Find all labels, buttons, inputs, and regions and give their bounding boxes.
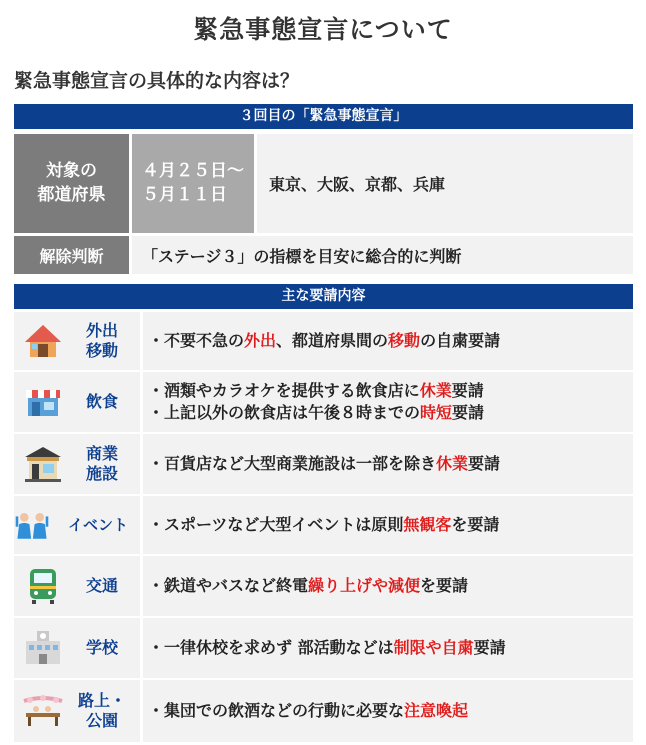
prefectures-list: 東京、大阪、京都、兵庫 [257,134,633,233]
request-segment: の自粛要請 [420,331,501,351]
house-icon [22,321,64,361]
request-text [148,680,627,742]
request-row [14,312,633,370]
row-divider [140,312,143,370]
row-divider [140,556,143,616]
request-category: 学校 [85,638,118,657]
request-segment: を要請 [451,515,500,535]
request-row [14,556,633,616]
highlight-text: 移動 [388,331,421,351]
request-category: 交通 [85,576,118,595]
period-text: ４月２５日〜 ５月１１日 [142,160,244,205]
page-title: 緊急事態宣言について [193,15,453,44]
request-line [148,330,627,352]
request-category: 飲食 [85,392,118,411]
target-prefectures-row [14,134,633,233]
period-cell [132,134,254,233]
row-divider [140,496,143,554]
request-line [148,575,627,597]
highlight-text: 無観客 [403,515,452,535]
restaurant-icon [22,382,64,422]
release-label: 解除判断 [14,236,129,274]
request-text [148,372,627,432]
request-category: 路上・ 公園 [77,691,126,730]
highlight-text: 繰り上げや減便 [308,576,421,596]
request-row [14,618,633,678]
highlight-text: 休業 [436,454,469,474]
row-divider [140,372,143,432]
highlight-text: 外出 [244,331,277,351]
highlight-text: 注意喚起 [404,701,469,721]
target-label [14,134,129,233]
row-divider [140,434,143,494]
request-line [148,514,627,536]
highlight-text: 休業 [419,381,452,401]
highlight-text: 時短 [420,403,453,422]
release-criteria: 「ステージ３」の指標を目安に総合的に判断 [132,236,633,274]
request-segment: ・鉄道やバスなど終電 [148,576,309,596]
request-text [148,556,627,616]
request-segment: 要請 [451,381,484,401]
request-category: 外出 移動 [85,321,118,360]
highlight-text: 制限や自粛 [393,638,474,658]
section-heading: 緊急事態宣言の具体的な内容は？ [14,70,300,92]
request-category: 商業 施設 [85,444,118,483]
request-line [148,380,627,402]
request-line [148,637,627,659]
request-text [148,496,627,554]
request-line [148,402,627,424]
request-text [148,434,627,494]
declaration-header: ３回目の「緊急事態宣言」 [14,104,633,129]
request-line [148,700,627,722]
request-segment: 要請 [468,454,501,474]
request-segment: ・不要不急の [148,331,245,351]
request-segment: を要請 [420,576,469,596]
park-icon [22,691,64,731]
request-segment: ・酒類やカラオケを提供する飲食店に [148,381,420,401]
request-row [14,496,633,554]
request-line [148,453,627,475]
request-row [14,680,633,742]
request-row [14,434,633,494]
train-icon [22,566,64,606]
request-segment: ・百貨店など大型商業施設は一部を除き [148,454,437,474]
store-icon [22,444,64,484]
request-segment: ・スポーツなど大型イベントは原則 [148,515,404,535]
row-divider [140,618,143,678]
request-text [148,618,627,678]
request-segment: ・一律休校を求めず 部活動などは [148,638,394,658]
release-decision-row [14,236,633,274]
people-icon [14,505,50,545]
request-segment: 要請 [473,638,506,658]
request-segment: 要請 [452,403,485,422]
request-segment: ・上記以外の飲食店は午後８時までの [148,403,421,422]
school-icon [22,628,64,668]
target-label-text: 対象の 都道府県 [37,160,106,205]
row-divider [140,680,143,742]
request-text [148,312,627,370]
requests-header: 主な要請内容 [14,284,633,309]
request-segment: ・集団での飲酒などの行動に必要な [148,701,405,721]
request-row [14,372,633,432]
request-segment: 、都道府県間の [276,331,389,351]
request-category: イベント [67,515,128,534]
